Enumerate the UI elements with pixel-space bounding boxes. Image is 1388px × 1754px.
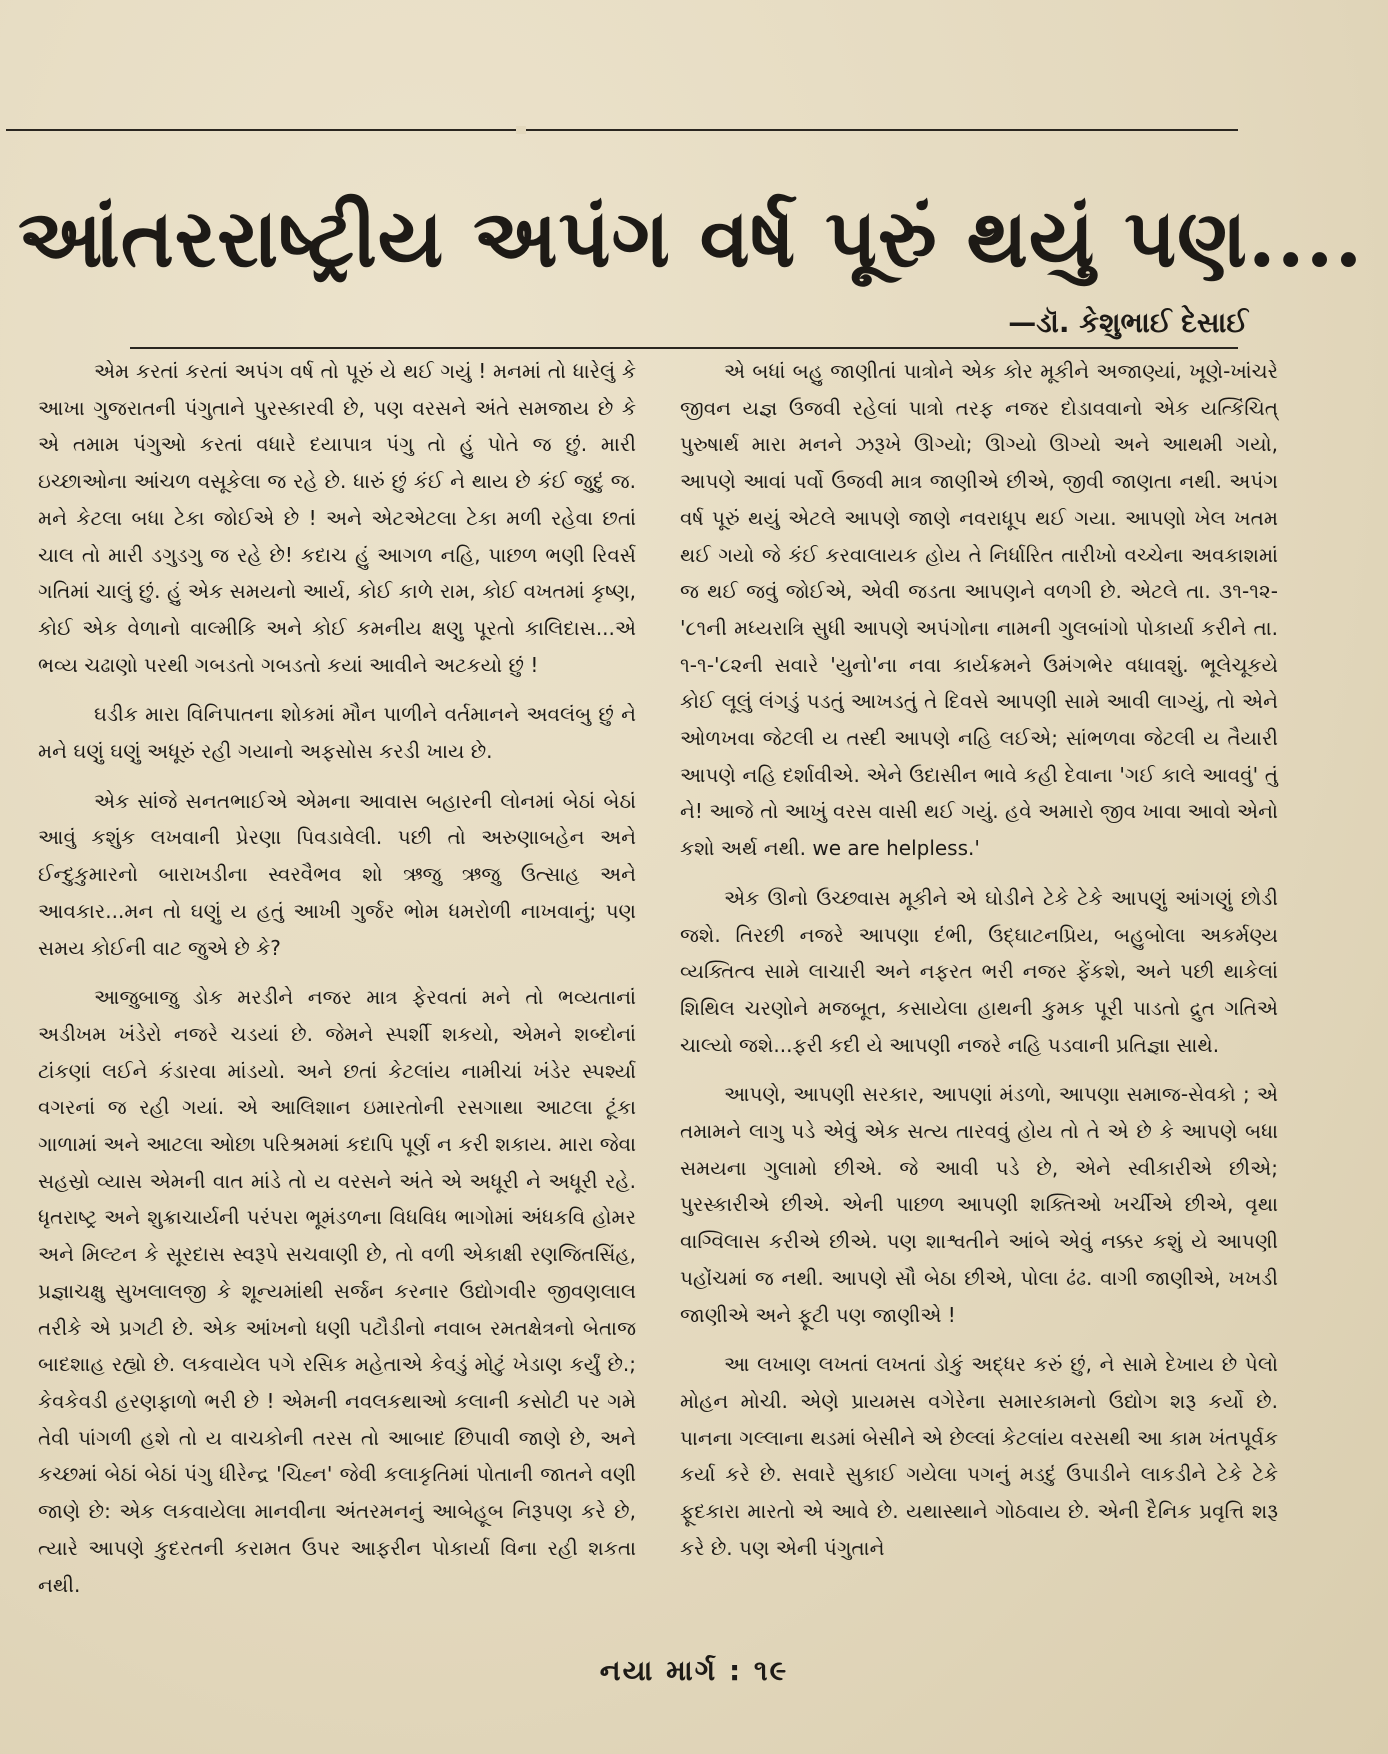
- paragraph: એક ઊનો ઉચ્છ્વાસ મૂકીને એ ઘોડીને ટેકે ટેકે આપણું આંગણું છોડી જશે. તિરછી નજરે આપણા દંભી, ઉદ્ઘાટનપ્રિય, બહુબોલા અકર્મણ્ય વ્યક્તિત્વ સામે લાચારી અને નફરત ભરી નજર ફેંકશે, અને પછી થાકેલાં શિથિલ ચરણોને મજબૂત, કસાયેલા હાથની કુમક પૂરી પાડતો દ્રુત ગતિએ ચાલ્યો જશે...ફરી કદી યે આપણી નજરે નહિ પડવાની પ્રતિજ્ઞા સાથે.: [680, 885, 1278, 1057]
- top-rule-break: [516, 126, 526, 134]
- paragraph: એક સાંજે સનતભાઈએ એમના આવાસ બહારની લોનમાં બેઠાં બેઠાં આવું કશુંક લખવાની પ્રેરણા પિવડાવેલી. પછી તો અરુણાબહેન અને ઈન્દુકુમારનો બારાખડીના સ્વરવૈભવ શો ઋજુ ઋજુ ઉત્સાહ અને આવકાર...મન તો ઘણું ય હતું આખી ગુર્જર ભોમ ધમરોળી નાખવાનું; પણ સમય કોઈની વાટ જુએ છે કે?: [38, 788, 636, 960]
- paragraph: એમ કરતાં કરતાં અપંગ વર્ષ તો પૂરું યે થઈ ગયું ! મનમાં તો ધારેલું કે આખા ગુજરાતની પંગુતાને પુરસ્કારવી છે, પણ વરસને અંતે સમજાય છે કે એ તમામ પંગુઓ કરતાં વધારે દયાપાત્ર પંગુ તો હું પોતે જ છું. મારી ઇચ્છાઓના આંચળ વસૂકેલા જ રહે છે. ધારું છું કંઈ ને થાય છે કંઈ જુદું જ. મને કેટલા બધા ટેકા જોઈએ છે ! અને એટએટલા ટેકા મળી રહેવા છતાં ચાલ તો મારી ડગુડગુ જ રહે છે! કદાચ હું આગળ નહિ, પાછળ ભણી રિવર્સ ગતિમાં ચાલું છું. હું એક સમયનો આર્ય, કોઈ કાળે રામ, કોઈ વખતમાં કૃષ્ણ, કોઈ એક વેળાનો વાલ્મીકિ અને કોઈ કમનીય ક્ષણુ પૂરતો કાલિદાસ...એ ભવ્ય ચઢાણો પરથી ગબડતો ગબડતો કયાં આવીને અટકયો છું !: [38, 359, 636, 677]
- author-byline: —ડૉ. કેશુભાઈ દેસાઈ: [1008, 306, 1248, 339]
- page-footer: નયા માર્ગ : ૧૯: [599, 1654, 789, 1687]
- paragraph: આ લખાણ લખતાં લખતાં ડોકું અદ્ધર કરું છું, ને સામે દેખાય છે પેલો મોહન મોચી. એણે પ્રાયમસ વગેરેના સમારકામનો ઉદ્યોગ શરૂ કર્યો છે. પાનના ગલ્લાના થડમાં બેસીને એ છેલ્લાં કેટલાંય વરસથી આ કામ ખંતપૂર્વક કર્યા કરે છે. સવારે સુકાઈ ગયેલા પગનું મડદું ઉપાડીને લાકડીને ટેકે ટેકે ફૂદકારા મારતો એ આવે છે. યથાસ્થાને ગોઠવાય છે. એની દૈનિક પ્રવૃત્તિ શરૂ કરે છે. પણ એની પંગુતાને: [680, 1352, 1278, 1560]
- paragraph: ઘડીક મારા વિનિપાતના શોકમાં મૌન પાળીને વર્તમાનને અવલંબુ છું ને મને ઘણું ઘણું અધૂરું રહી ગયાનો અફસોસ કરડી ખાય છે.: [38, 702, 636, 764]
- top-rule: [6, 129, 1238, 131]
- right-column: [680, 353, 1278, 1580]
- left-column: [38, 353, 636, 1616]
- paragraph: આજુબાજુ ડોક મરડીને નજર માત્ર ફેરવતાં મને તો ભવ્યતાનાં અડીખમ ખંડેરો નજરે ચડયાં છે. જેમને સ્પર્શી શકયો, એમને શબ્દોનાં ટાંકણાં લઈને કંડારવા માંડયો. અને છતાં કેટલાંય નામીચાં ખંડેર સ્પર્શ્યા વગરનાં જ રહી ગયાં. એ આલિશાન ઇમારતોની રસગાથા આટલા ટૂંકા ગાળામાં અને આટલા ઓછા પરિશ્રમમાં કદાપિ પૂર્ણ ન કરી શકાય. મારા જેવા સહસ્રો વ્યાસ એમની વાત માંડે તો ય વરસને અંતે એ અધૂરી ને અધૂરી રહે. ધૃતરાષ્ટ્ર અને શુક્રાચાર્યની પરંપરા ભૂમંડળના વિધવિધ ભાગોમાં અંધકવિ હોમર અને મિલ્ટન કે સૂરદાસ સ્વરૂપે સચવાણી છે, તો વળી એકાક્ષી રણજિતસિંહ, પ્રજ્ઞાચક્ષુ સુખલાલજી કે શૂન્યમાંથી સર્જન કરનાર ઉદ્યોગવીર જીવણલાલ તરીકે એ પ્રગટી છે. એક આંખનો ધણી પટૌડીનો નવાબ રમતક્ષેત્રનો બેતાજ બાદશાહ રહ્યો છે. લકવાયેલ પગે રસિક મહેતાએ કેવડું મોટું ખેડાણ કર્યું છે.; કેવકેવડી હરણફાળો ભરી છે ! એમની નવલકથાઓ કલાની કસોટી પર ગમે તેવી પાંગળી હશે તો ય વાચકોની તરસ તો આબાદ છિપાવી જાણે છે, અને કચ્છમાં બેઠાં બેઠાં પંગુ ધીરેન્દ્ર 'ચિહ્ન' જેવી કલાકૃતિમાં પોતાની જાતને વણી જાણે છે: એક લકવાયેલા માનવીના અંતરમનનું આબેહૂબ નિરૂપણ કરે છે, ત્યારે આપણે કુદરતની કરામત ઉપર આફરીન પોકાર્યા વિના રહી શકતા નથી.: [38, 985, 636, 1597]
- paragraph: આપણે, આપણી સરકાર, આપણાં મંડળો, આપણા સમાજ-સેવકો ; એ તમામને લાગુ પડે એવું એક સત્ય તારવવું હોય તો તે એ છે કે આપણે બધા સમયના ગુલામો છીએ. જે આવી પડે છે, એને સ્વીકારીએ છીએ; પુરસ્કારીએ છીએ. એની પાછળ આપણી શક્તિઓ ખર્ચીએ છીએ, વૃથા વાગ્વિલાસ કરીએ છીએ. પણ શાશ્વતીને આંબે એવું નક્કર કશું યે આપણી પહોંચમાં જ નથી. આપણે સૌ બેઠા છીએ, પોલા ઢંઢ. વાગી જાણીએ, ખખડી જાણીએ અને ફૂટી પણ જાણીએ !: [680, 1082, 1278, 1327]
- article-title: આંતરરાષ્ટ્રીય અપંગ વર્ષ પૂરું થયું પણ....: [18, 191, 1364, 285]
- title-rule: [130, 347, 1238, 349]
- paragraph: એ બધાં બહુ જાણીતાં પાત્રોને એક કોર મૂકીને અજાણ્યાં, ખૂણે-ખાંચરે જીવન યજ્ઞ ઉજવી રહેલાં પાત્રો તરફ નજર દોડાવવાનો એક યત્કિંચિત્ પુરુષાર્થ મારા મનને ઝરૂખે ઊગ્યો; ઊગ્યો ઊગ્યો અને આથમી ગયો, આપણે આવાં પર્વો ઉજવી માત્ર જાણીએ છીએ, જીવી જાણતા નથી. અપંગ વર્ષ પૂરું થયું એટલે આપણે જાણે નવરાધૂપ થઈ ગયા. આપણો ખેલ ખતમ થઈ ગયો જે કંઈ કરવાલાયક હોય તે નિર્ધારિત તારીખો વચ્ચેના અવકાશમાં જ થઈ જવું જોઈએ, એવી જડતા આપણને વળગી છે. એટલે તા. ૩૧-૧૨-'૮૧ની મધ્યરાત્રિ સુધી આપણે અપંગોના નામની ગુલબાંગો પોકાર્યા કરીને તા. ૧-૧-'૮૨ની સવારે 'યુનો'ના નવા કાર્યક્રમને ઉમંગભેર વધાવશું. ભૂલેચૂકયે કોઈ લૂલું લંગડું પડતું આખડતું તે દિવસે આપણી સામે આવી લાગ્યું, તો એને ઓળખવા જેટલી ય તસ્દી આપણે નહિ લઈએ; સાંભળવા જેટલી ય તૈયારી આપણે નહિ દર્શાવીએ. એને ઉદાસીન ભાવે કહી દેવાના 'ગઈ કાલે આવવું' તું ને! આજે તો આખું વરસ વાસી થઈ ગયું. હવે અમારો જીવ ખાવા આવો એનો કશો અર્થ નથી. we are helpless.': [680, 359, 1278, 861]
